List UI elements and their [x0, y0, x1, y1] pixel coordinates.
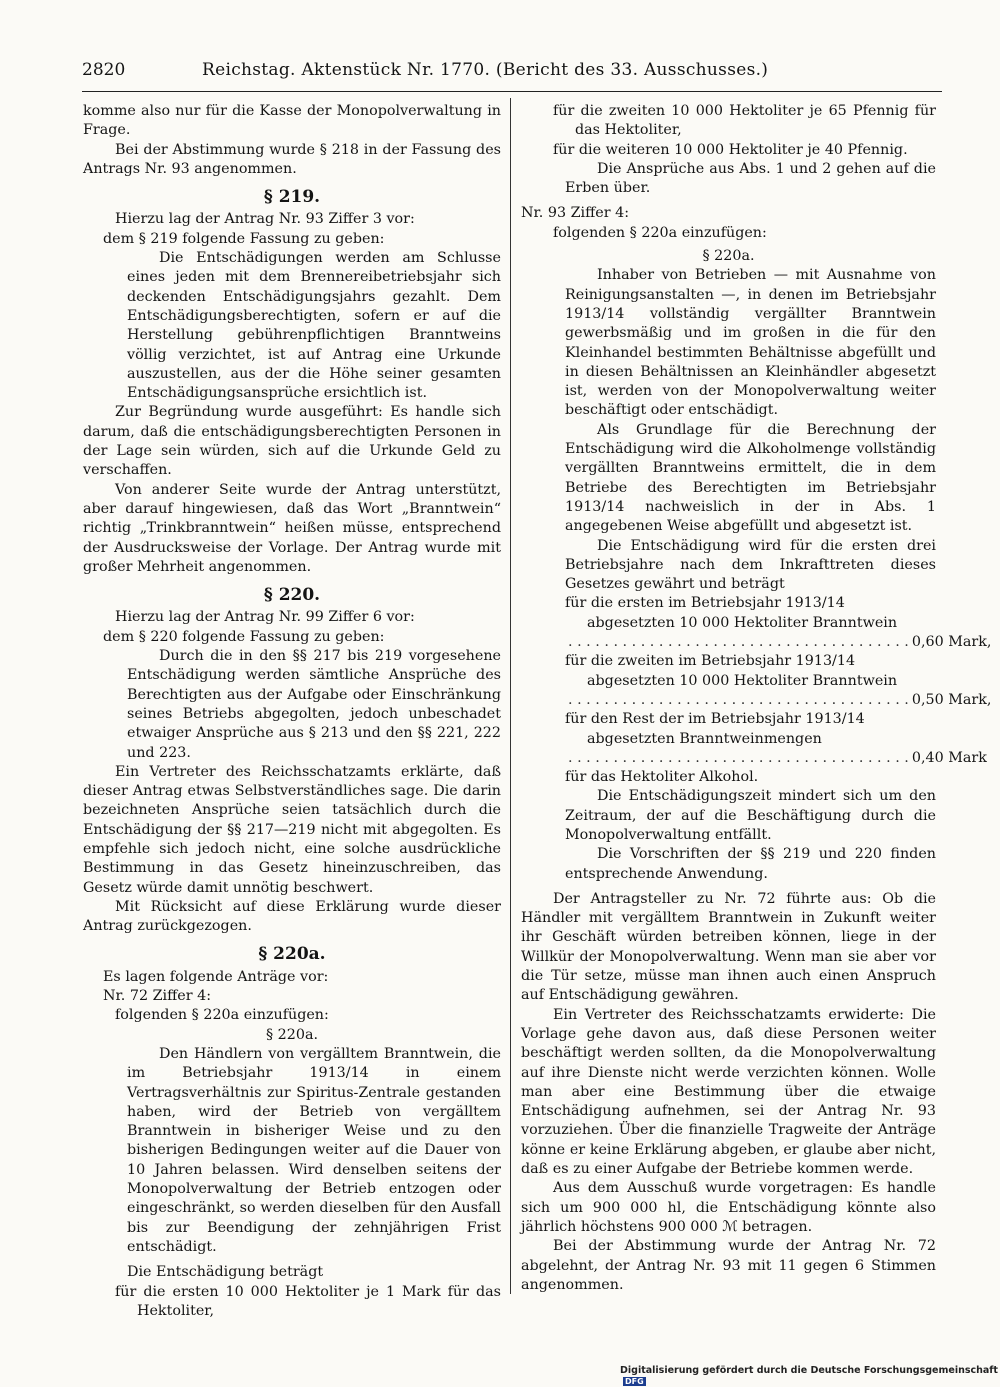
rate-item	[565, 594, 992, 652]
paragraph: dem § 220 folgende Fassung zu geben:	[103, 628, 385, 645]
paragraph: dem § 219 folgende Fassung zu geben:	[103, 230, 385, 247]
section-heading: § 220a.	[258, 944, 326, 965]
header-rule	[82, 91, 942, 92]
paragraph: Die Entschädigung beträgt	[127, 1264, 324, 1281]
paragraph: Zur Begründung wurde ausgeführt: Es handle sich darum, daß die entschädigungsberechtigten Personen in der Lage sein würden, sich auf die Urkunde Geld zu verschaffen.	[83, 404, 501, 479]
left-column	[83, 102, 501, 1321]
paragraph: Nr. 93 Ziffer 4:	[521, 205, 630, 222]
quoted-text: Die Entschädigungen werden am Schlusse eines jeden mit dem Brennereibetriebsjahr sich deckenden Entschädigungsjahrs gezahlt. Dem Entschädigungsberechtigten, sofern er auf die Herstellung gebührenpflichtigen Branntweins völlig verzichtet, ist auf Antrag eine Urkunde auszustellen, aus der die Höhe seiner gesamten Entschädigungsansprüche ersichtlich ist.	[127, 250, 501, 402]
leader-dots: . . . . . . . . . . . . . . . . . . . . . . . . . . . . . . . . . . . . . .	[568, 691, 909, 708]
leader-dots: . . . . . . . . . . . . . . . . . . . . . . . . . . . . . . . . . . . . . .	[568, 749, 909, 766]
quoted-text: Die Entschädigung wird für die ersten drei Betriebsjahre nach dem Inkrafttreten dieses Gesetzes gewährt und beträgt	[565, 537, 936, 593]
quoted-text: Den Händlern von vergälltem Branntwein, die im Betriebsjahr 1913/14 in einem Vertragsverhältnis zur Spiritus-Zentrale gestanden haben, wird der Betrieb von vergälltem Branntwein in bisheriger Weise und zu den bisherigen Bedingungen weiter auf die Dauer von 10 Jahren belassen. Wird denselben seitens der Monopolverwaltung der Betrieb entzogen oder eingeschränkt, so werden dieselben für den Ausfall bis zur Beendigung der zehnjährigen Frist entschädigt.	[127, 1045, 501, 1255]
rate-amount: 0,40 Mark	[911, 749, 987, 766]
paragraph: Ein Vertreter des Reichsschatzamts erwiderte: Die Vorlage gehe davon aus, daß diese Personen weiter beschäftigt werden sollten, da die Monopolverwaltung auf ihre Dienste nicht werde verzichten können. Wolle man aber eine Bestimmung über die etwaige Entschädigung aufnehmen, sei der Antrag Nr. 93 vorzuziehen. Über die finanzielle Tragweite der Anträge könne er keine Erklärung abgeben, er glaube aber nicht, daß es zu einer Aufgabe der Betriebe kommen werde.	[521, 1006, 936, 1178]
paragraph: Aus dem Ausschuß wurde vorgetragen: Es handle sich um 900 000 hl, die Entschädigung könnte also jährlich höchstens 900 000 ℳ betragen.	[521, 1180, 936, 1235]
leader-dots: . . . . . . . . . . . . . . . . . . . . . . . . . . . . . . . . . . . . . .	[568, 634, 909, 651]
paragraph: für das Hektoliter Alkohol.	[565, 769, 759, 786]
quoted-text: Die Vorschriften der §§ 219 und 220 finden entsprechende Anwendung.	[565, 846, 936, 882]
paragraph: Es lagen folgende Anträge vor:	[103, 968, 329, 985]
right-column	[521, 102, 992, 1295]
footer-text: Digitalisierung gefördert durch die Deutsche Forschungsgemeinschaft	[620, 1365, 998, 1376]
paragraph: Der Antragsteller zu Nr. 72 führte aus: Ob die Händler mit vergälltem Branntwein in Zukunft weiter ihr Geschäft würden betreiben können, liege in der Willkür der Monopolverwaltung. Wenn man sie aber vor die Tür setze, müsse man ihnen auch einen Anspruch auf Entschädigung gewähren.	[521, 890, 936, 1004]
section-heading: § 219.	[263, 187, 321, 208]
rate-description: für die ersten im Betriebsjahr 1913/14 abgesetzten 10 000 Hektoliter Branntwein	[565, 595, 898, 631]
list-item: für die zweiten 10 000 Hektoliter je 65 Pfennig für das Hektoliter,	[553, 103, 936, 139]
paragraph: folgenden § 220a einzufügen:	[553, 224, 767, 241]
rate-amount: 0,60 Mark,	[911, 634, 992, 651]
dfg-logo: DFG	[625, 1377, 644, 1386]
quoted-text: Durch die in den §§ 217 bis 219 vorgesehene Entschädigung werden sämtliche Ansprüche des Berechtigten aus der Aufgabe oder Einschränkung seines Betriebs abgegolten, jedoch unbeschadet etwaiger Ansprüche aus § 213 und den §§ 221, 222 und 223.	[127, 648, 501, 761]
paragraph: Bei der Abstimmung wurde der Antrag Nr. 72 abgelehnt, der Antrag Nr. 93 mit 11 gegen 6 Stimmen angenommen.	[521, 1238, 936, 1293]
paragraph: Bei der Abstimmung wurde § 218 in der Fassung des Antrags Nr. 93 angenommen.	[83, 141, 501, 177]
subsection-heading: § 220a.	[702, 248, 755, 265]
paragraph: Ein Vertreter des Reichsschatzamts erklärte, daß dieser Antrag etwas Selbstverständliches sage. Die darin bezeichneten Ansprüche seien tatsächlich durch die Entschädigung der §§ 217—219 nicht mit abgegolten. Es empfehle sich jedoch nicht, eine solche ausdrückliche Bestimmung in das Gesetz hineinzuschreiben, das Gesetz würde damit unnötig beschwert.	[83, 763, 501, 896]
column-divider	[510, 98, 511, 1294]
quoted-text: Die Entschädigungszeit mindert sich um den Zeitraum, der auf die Beschäftigung durch die Monopolverwaltung entfällt.	[565, 788, 936, 843]
paragraph: Hierzu lag der Antrag Nr. 99 Ziffer 6 vor:	[115, 609, 415, 626]
section-heading: § 220.	[263, 585, 321, 606]
paragraph: folgenden § 220a einzufügen:	[115, 1007, 329, 1024]
paragraph: Hierzu lag der Antrag Nr. 93 Ziffer 3 vor:	[115, 211, 415, 228]
quoted-text: Inhaber von Betrieben — mit Ausnahme von Reinigungsanstalten —, in denen im Betriebsjahr 1913/14 vollständig vergällter Branntwein gewerbsmäßig und im großen in die für den Kleinhandel bestimmten Behältnisse abgefüllt und in diesen Behältnissen an Kleinhändler abgesetzt ist, werden von der Monopolverwaltung weiter beschäftigt oder entschädigt.	[565, 267, 936, 419]
running-title: Reichstag. Aktenstück Nr. 1770. (Bericht des 33. Ausschusses.)	[202, 60, 769, 80]
rate-item	[565, 652, 992, 710]
paragraph: Nr. 72 Ziffer 4:	[103, 988, 212, 1005]
list-item: für die weiteren 10 000 Hektoliter je 40 Pfennig.	[553, 141, 908, 158]
quoted-text: Als Grundlage für die Berechnung der Entschädigung wird die Alkoholmenge vollständig vergällten Branntweins ermittelt, die in dem Betriebe des Berechtigten im Betriebsjahr 1913/14 nachweislich in der in Abs. 1 angegebenen Weise abgefüllt und abgesetzt ist.	[565, 421, 936, 535]
paragraph: Mit Rücksicht auf diese Erklärung wurde dieser Antrag zurückgezogen.	[83, 898, 501, 935]
rate-item	[565, 710, 987, 768]
rate-description: für den Rest der im Betriebsjahr 1913/14 abgesetzten Branntweinmengen	[565, 711, 865, 747]
list-item: für die ersten 10 000 Hektoliter je 1 Mark für das Hektoliter,	[115, 1283, 501, 1319]
rate-description: für die zweiten im Betriebsjahr 1913/14 abgesetzten 10 000 Hektoliter Branntwein	[565, 653, 898, 689]
footer-credit	[620, 1365, 1000, 1387]
paragraph: komme also nur für die Kasse der Monopolverwaltung in Frage.	[83, 103, 501, 139]
rate-amount: 0,50 Mark,	[911, 691, 992, 708]
subsection-heading: § 220a.	[265, 1026, 319, 1043]
quoted-text: Die Ansprüche aus Abs. 1 und 2 gehen auf die Erben über.	[565, 160, 936, 197]
page-header	[82, 58, 932, 86]
paragraph: Von anderer Seite wurde der Antrag unterstützt, aber darauf hingewiesen, daß das Wort „Branntwein“ richtig „Trinkbranntwein“ heißen müsse, entsprechend der Ausdrucksweise der Vorlage. Der Antrag wurde mit großer Mehrheit angenommen.	[83, 481, 501, 575]
page-number: 2820	[82, 60, 126, 80]
